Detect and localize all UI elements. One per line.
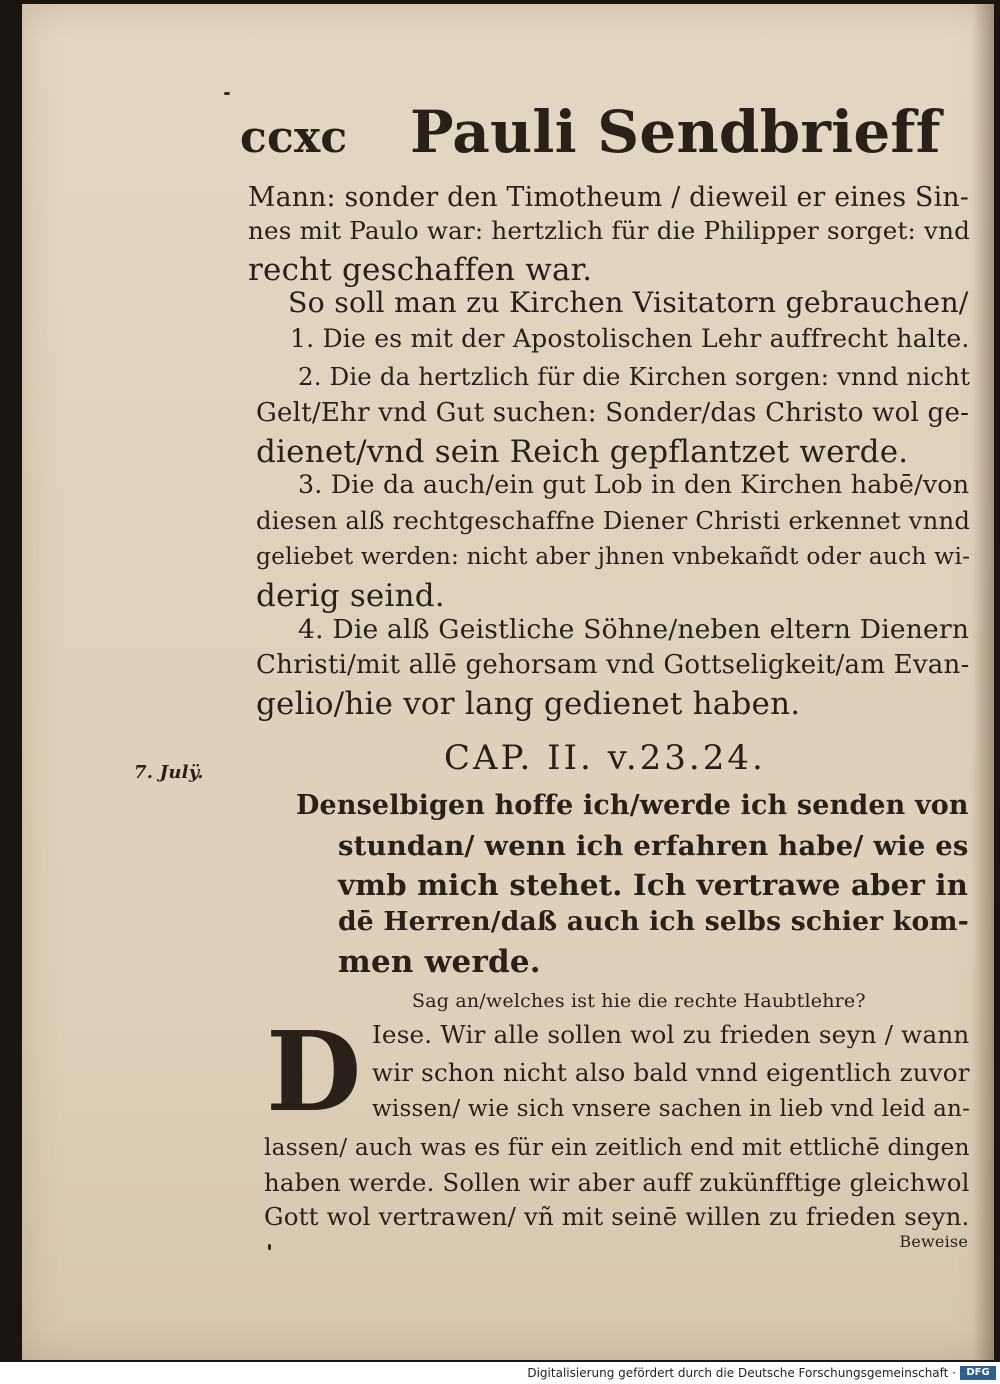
body-line: Gelt/Ehr vnd Gut suchen: Sonder/das Christo wol ge-	[256, 398, 970, 428]
question-heading: Sag an/welches ist hie die rechte Haubtlehre?	[412, 990, 866, 1012]
verse-line: men werde.	[338, 944, 541, 980]
verse-line: stundan/ wenn ich erfahren habe/ wie es	[338, 830, 969, 862]
footer-bar	[0, 1364, 1000, 1384]
body-line: dienet/vnd sein Reich gepflantzet werde.	[256, 434, 909, 470]
folio-number: ccxc	[240, 112, 348, 163]
body-line: diesen alß rechtgeschaffne Diener Christi erkennet vnnd	[256, 506, 971, 535]
body-line: geliebet werden: nicht aber jhnen vnbekañdt oder auch wi-	[256, 542, 971, 570]
catchword: Beweise	[899, 1232, 968, 1251]
ink-speck	[224, 92, 230, 95]
answer-line: lassen/ auch was es für ein zeitlich end mit ettlichē dingen	[264, 1134, 970, 1161]
dfg-logo: DFG	[960, 1366, 996, 1380]
list-item: 1. Die es mit der Apostolischen Lehr auffrecht halte.	[290, 324, 970, 353]
footer-credit: Digitalisierung gefördert durch die Deutsche Forschungsgemeinschaft ·	[527, 1366, 956, 1380]
answer-line: wir schon nicht also bald vnnd eigentlich zuvor	[372, 1058, 970, 1087]
answer-line: wissen/ wie sich vnsere sachen in lieb vnd leid an-	[372, 1096, 971, 1122]
chapter-heading: CAP. II. v.23.24.	[444, 738, 766, 778]
verse-line: dē Herren/daß auch ich selbs schier kom-	[338, 906, 969, 937]
body-line: Mann: sonder den Timotheum / dieweil er eines Sin-	[248, 182, 969, 213]
verse-line: vmb mich stehet. Ich vertrawe aber in	[338, 868, 969, 902]
list-item: 3. Die da auch/ein gut Lob in den Kirchen habē/von	[298, 470, 970, 499]
list-item: 4. Die alß Geistliche Söhne/neben eltern Dienern	[298, 614, 970, 645]
verse-line: Denselbigen hoffe ich/werde ich senden von	[296, 790, 969, 821]
answer-line: haben werde. Sollen wir aber auff zukünfftige gleichwol	[264, 1168, 970, 1197]
body-line: gelio/hie vor lang gedienet haben.	[256, 686, 801, 722]
body-line: So soll man zu Kirchen Visitatorn gebrauchen/	[288, 286, 969, 319]
running-title: Pauli Sendbrieff	[410, 98, 941, 166]
margin-note: 7. Julÿ.	[134, 762, 204, 783]
ink-speck	[268, 1244, 271, 1250]
answer-line: Iese. Wir alle sollen wol zu frieden seyn / wann	[372, 1020, 970, 1049]
body-line: Christi/mit allē gehorsam vnd Gottseligkeit/am Evan-	[256, 650, 970, 680]
answer-line: Gott wol vertrawen/ vñ mit seinē willen zu frieden seyn.	[264, 1202, 970, 1231]
page-edge-shadow	[972, 4, 994, 1360]
body-line: derig seind.	[256, 578, 445, 614]
body-line: recht geschaffen war.	[248, 252, 593, 288]
drop-cap: D	[266, 1007, 362, 1136]
list-item: 2. Die da hertzlich für die Kirchen sorgen: vnnd nicht	[298, 362, 971, 391]
body-line: nes mit Paulo war: hertzlich für die Philipper sorget: vnd	[248, 216, 971, 245]
